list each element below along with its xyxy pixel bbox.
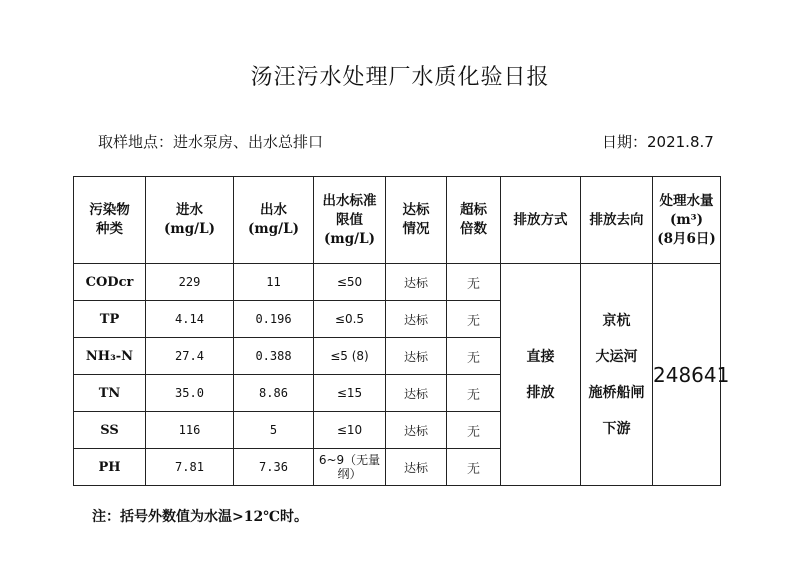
row-outflow: 8.86 xyxy=(234,375,314,412)
report-title: 汤汪污水处理厂水质化验日报 xyxy=(250,65,550,90)
table-row xyxy=(74,264,721,301)
row-limit: ≤0.5 xyxy=(314,301,386,338)
header-item: 污染物 种类 xyxy=(74,177,146,264)
header-status: 达标 情况 xyxy=(386,177,447,264)
discharge-method: 直接 排放 xyxy=(501,264,581,486)
row-exceed: 无 xyxy=(447,412,501,449)
row-outflow: 5 xyxy=(234,412,314,449)
treatment-volume: 248641 xyxy=(653,264,721,486)
row-name: CODcr xyxy=(74,264,146,301)
row-limit: ≤5 (8) xyxy=(314,338,386,375)
header-row xyxy=(74,177,721,264)
row-limit: ≤10 xyxy=(314,412,386,449)
row-status: 达标 xyxy=(386,301,447,338)
row-inflow: 4.14 xyxy=(146,301,234,338)
row-inflow: 7.81 xyxy=(146,449,234,486)
row-status: 达标 xyxy=(386,412,447,449)
row-name: NH₃-N xyxy=(74,338,146,375)
row-name: TN xyxy=(74,375,146,412)
sampling-location: 取样地点：进水泵房、出水总排口 xyxy=(98,133,324,151)
header-exceed: 超标 倍数 xyxy=(447,177,501,264)
row-status: 达标 xyxy=(386,449,447,486)
row-limit: 6~9（无量纲） xyxy=(314,449,386,486)
row-outflow: 0.196 xyxy=(234,301,314,338)
row-exceed: 无 xyxy=(447,338,501,375)
row-name: TP xyxy=(74,301,146,338)
header-outflow: 出水 (mg/L) xyxy=(234,177,314,264)
row-exceed: 无 xyxy=(447,449,501,486)
header-limit: 出水标准 限值 (mg/L) xyxy=(314,177,386,264)
row-exceed: 无 xyxy=(447,264,501,301)
row-limit: ≤50 xyxy=(314,264,386,301)
footnote: 注：括号外数值为水温>12℃时。 xyxy=(92,509,308,525)
row-name: PH xyxy=(74,449,146,486)
row-status: 达标 xyxy=(386,338,447,375)
row-outflow: 7.36 xyxy=(234,449,314,486)
report-date: 日期：2021.8.7 xyxy=(602,133,714,151)
row-exceed: 无 xyxy=(447,375,501,412)
row-inflow: 35.0 xyxy=(146,375,234,412)
row-name: SS xyxy=(74,412,146,449)
header-inflow: 进水 (mg/L) xyxy=(146,177,234,264)
row-inflow: 229 xyxy=(146,264,234,301)
water-quality-table xyxy=(73,176,730,486)
row-status: 达标 xyxy=(386,375,447,412)
row-outflow: 11 xyxy=(234,264,314,301)
row-exceed: 无 xyxy=(447,301,501,338)
row-status: 达标 xyxy=(386,264,447,301)
row-outflow: 0.388 xyxy=(234,338,314,375)
row-inflow: 27.4 xyxy=(146,338,234,375)
header-dest: 排放去向 xyxy=(581,177,653,264)
discharge-destination: 京杭 大运河 施桥船闸 下游 xyxy=(581,264,653,486)
row-limit: ≤15 xyxy=(314,375,386,412)
header-volume: 处理水量 (m³) (8月6日) xyxy=(653,177,721,264)
row-inflow: 116 xyxy=(146,412,234,449)
header-method: 排放方式 xyxy=(501,177,581,264)
